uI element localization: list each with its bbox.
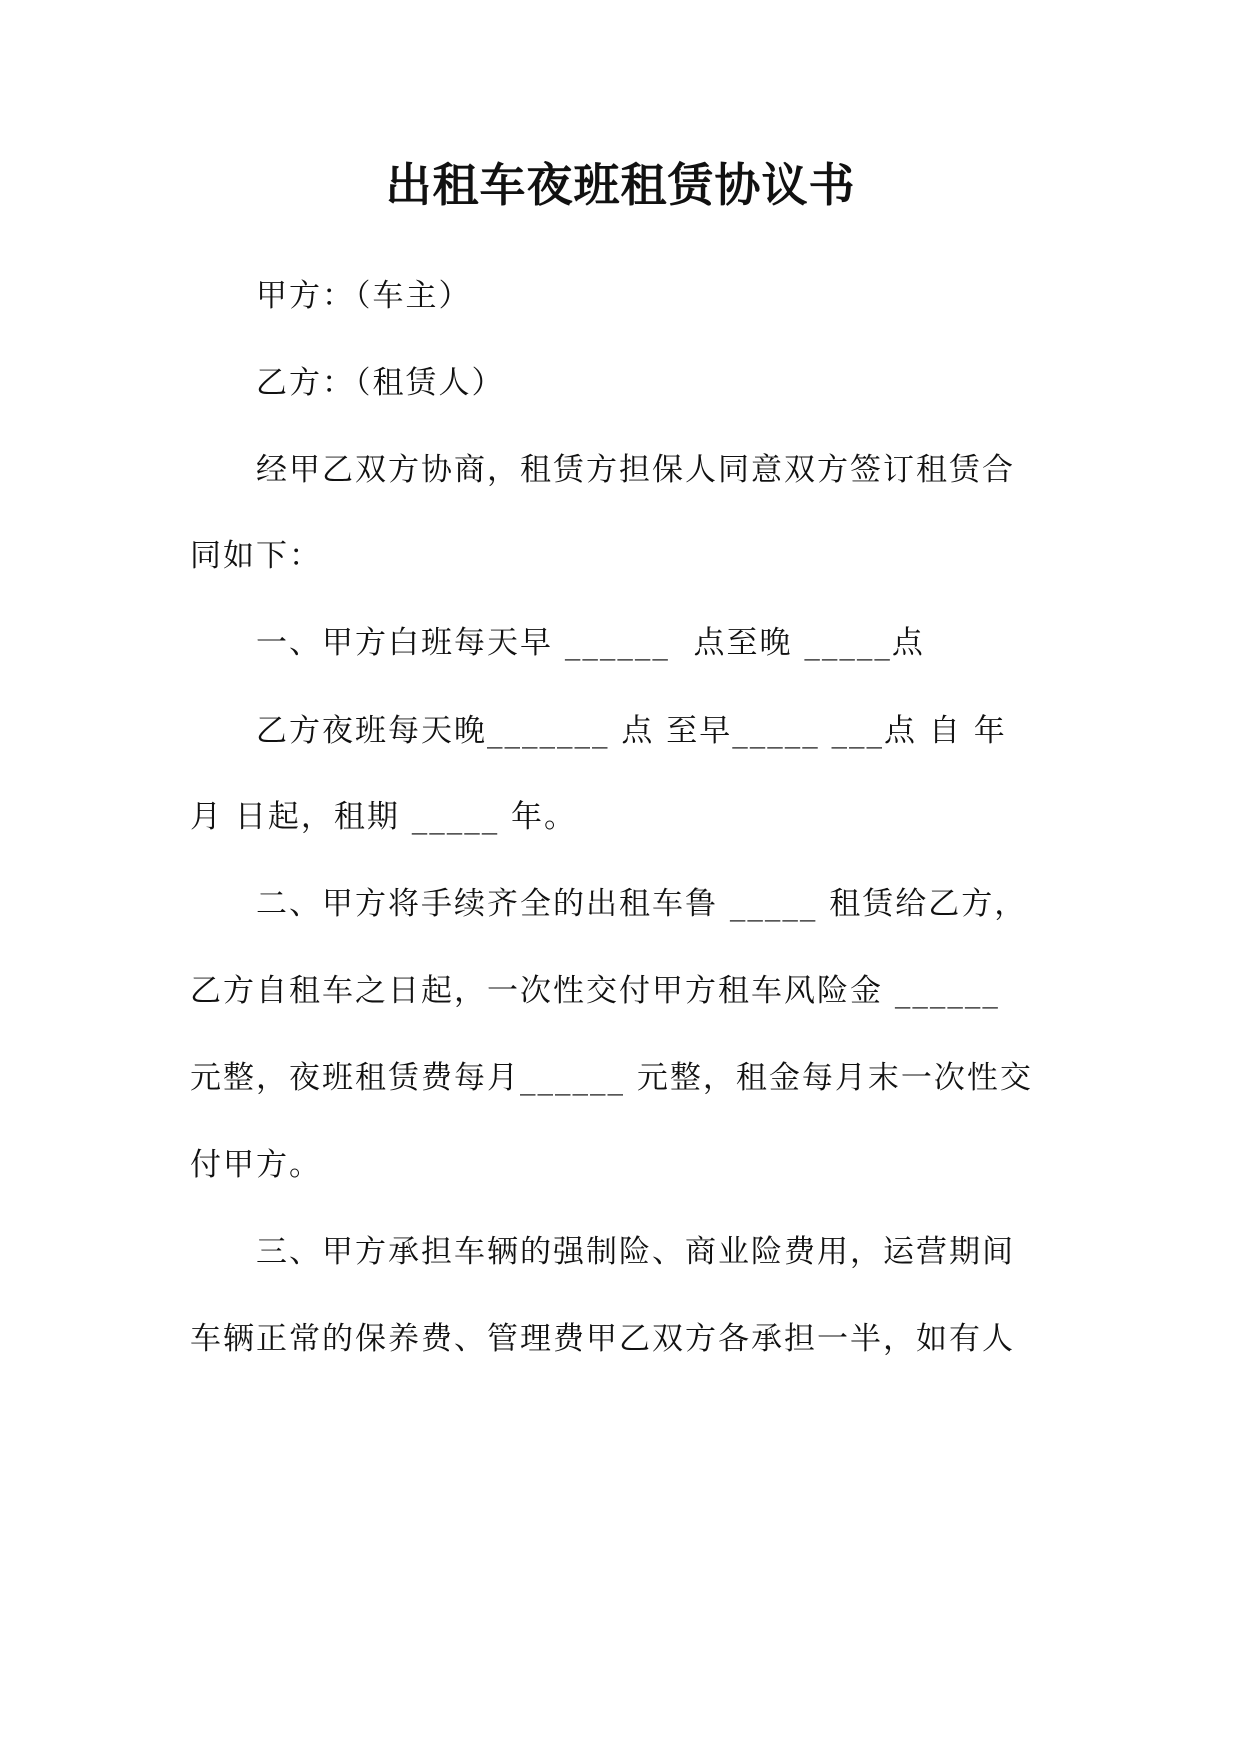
party-b-line: 乙方：（租赁人） xyxy=(256,365,505,401)
clause-1-line-2: 乙方夜班每天晚_______ 点 至早_____ ___点 自 年 xyxy=(256,713,1007,749)
clause-2-line-2: 乙方自租车之日起，一次性交付甲方租车风险金 ______ xyxy=(190,973,1000,1009)
document-title: 出租车夜班租赁协议书 xyxy=(385,158,856,212)
clause-2-line-1: 二、甲方将手续齐全的出租车鲁 _____ 租赁给乙方， xyxy=(256,886,1028,922)
clause-2-line-4: 付甲方。 xyxy=(190,1147,322,1183)
clause-3-line-2: 车辆正常的保养费、管理费甲乙双方各承担一半，如有人 xyxy=(190,1321,1015,1357)
preamble-line-2: 同如下： xyxy=(190,538,322,574)
clause-2-line-3: 元整，夜班租赁费每月______ 元整，租金每月末一次性交 xyxy=(190,1060,1033,1096)
clause-3-line-1: 三、甲方承担车辆的强制险、商业险费用，运营期间 xyxy=(256,1234,1015,1270)
clause-1-line-3: 月 日起，租期 _____ 年。 xyxy=(190,799,578,835)
clause-1-line-1: 一、甲方白班每天早 ______ 点至晚 _____点 xyxy=(256,625,925,661)
preamble-line-1: 经甲乙双方协商，租赁方担保人同意双方签订租赁合 xyxy=(256,452,1015,488)
party-a-line: 甲方：（车主） xyxy=(256,278,472,314)
